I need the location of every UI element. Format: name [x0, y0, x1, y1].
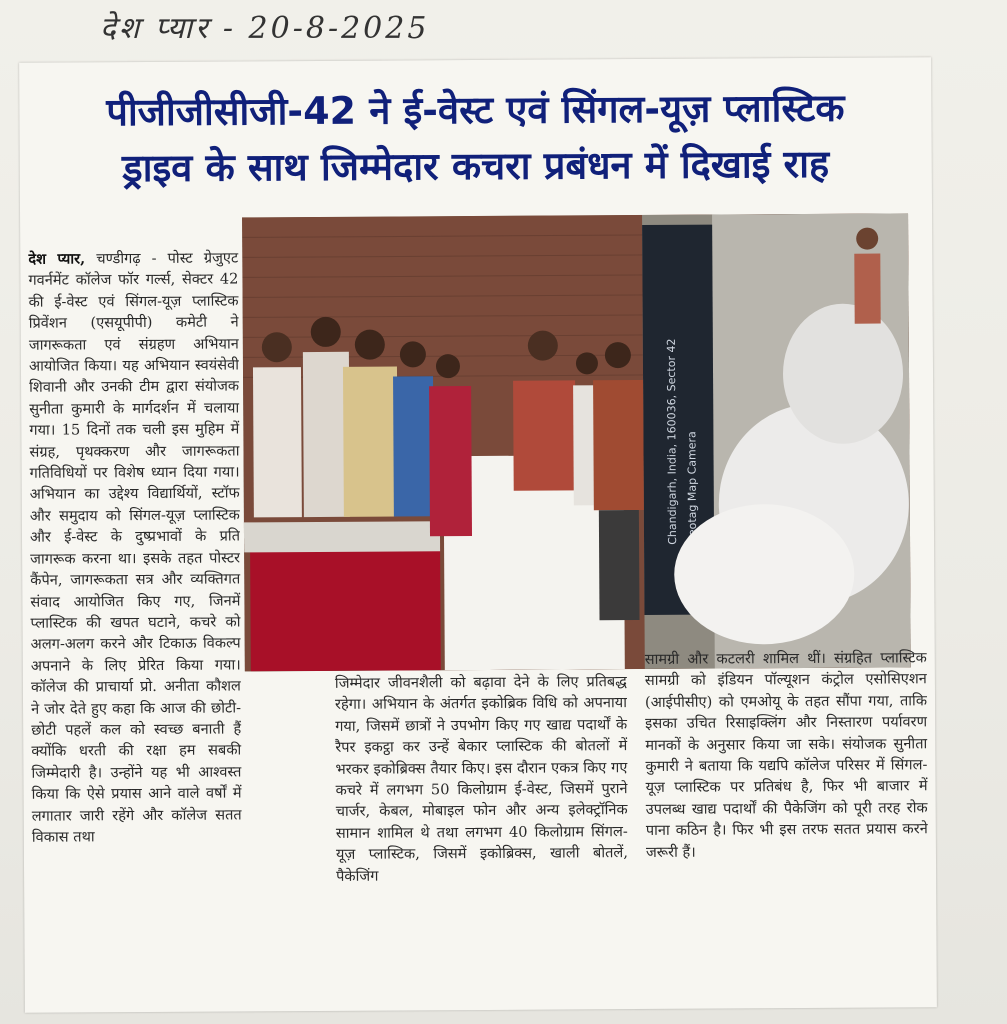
article-column-1-text: चण्डीगढ़ - पोस्ट ग्रेजुएट गवर्नमेंट कॉलेज फॉर गर्ल्स, सेक्टर 42 की ई-वेस्ट एवं सिंगल-यूज़ प्लास्टिक प्रिवेंशन (एसयूपीपी) कमेटी ने जागरूकता एवं संग्रहण अभियान आयोजित किया। यह अभियान स्वयंसेवी शिवानी और उनकी टीम द्वारा संयोजक सुनीता कुमारी के मार्गदर्शन में चलाया गया। 15 दिनों तक चली इस मुहिम में संग्रह, पृथक्करण और जागरूकता गतिविधियों पर विशेष ध्यान दिया गया। अभियान का उद्देश्य विद्यार्थियों, स्टॉफ और समुदाय को सिंगल-यूज़ प्लास्टिक और ई-वेस्ट के दुष्प्रभावों के प्रति जागरूक करना था। इसके तहत पोस्टर कैंपेन, जागरूकता सत्र और व्यक्तिगत संवाद आयोजित किए गए, जिनमें प्लास्टिक की खपत घटाने, कचरे को अलग-अलग करने और टिकाऊ विकल्प अपनाने के लिए प्रेरित किया गया। कॉलेज की प्राचार्या प्रो. अनीता कौशल ने जोर देते हुए कहा कि आज की छोटी-छोटी पहलें कल को स्वच्छ बनाती हैं क्योंकि धरती की रक्षा हम सबकी जिम्मेदारी है। उन्होंने यह भी आश्वस्त किया कि ऐसे प्रयास आने वाले वर्षों में लगातार जारी रहेंगे और कॉलेज सतत विकास तथा — [28, 249, 242, 846]
article-column-2 — [335, 671, 629, 1008]
article-column-3 — [645, 647, 929, 989]
article-column-2-text: जिम्मेदार जीवनशैली को बढ़ावा देने के लिए प्रतिबद्ध रहेगा। अभियान के अंतर्गत इकोब्रिक विधि को अपनाया गया, जिसमें छात्रों ने उपभोग किए गए खाद्य पदार्थों के रैपर इकट्ठा कर उन्हें बेकार प्लास्टिक की बोतलों में भरकर इकोब्रिक्स तैयार किए। इस दौरान एकत्र किए गए कचरे में लगभग 50 किलोग्राम ई-वेस्ट, जिसमें पुराने चार्जर, केबल, मोबाइल फोन और अन्य इलेक्ट्रॉनिक सामान शामिल थे तथा लगभग 40 किलोग्राम सिंगल-यूज़ प्लास्टिक, जिसमें इकोब्रिक्स, खाली बोतलें, पैकेजिंग — [334, 673, 628, 885]
photo-sign-address: Chandigarh, India, 160036, Sector 42 — [664, 338, 680, 545]
photo-sign-geotag: Geotag Map Camera — [685, 431, 700, 545]
news-photo — [242, 213, 911, 671]
handwritten-date-note: देश प्यार - 20-8-2025 — [100, 11, 430, 46]
photo-illustration — [242, 213, 911, 671]
article-column-3-text: सामग्री और कटलरी शामिल थीं। संग्रहित प्लास्टिक सामग्री को इंडियन पॉल्यूशन कंट्रोल एसोसिएशन (आईपीसीए) को एमओयू के तहत सौंपा गया, ताकि इसका उचित रिसाइक्लिंग और निस्तारण पर्यावरण मानकों के अनुसार किया जा सके। संयोजक सुनीता कुमारी ने बताया कि यद्यपि कॉलेज परिसर में सिंगल-यूज़ प्लास्टिक पर प्रतिबंध है, फिर भी बाजार में उपलब्ध खाद्य पदार्थों की पैकेजिंग को पूरी तरह रोक पाना कठिन है। फिर भी इस तरफ सतत प्रयास करने जरूरी हैं। — [644, 649, 928, 861]
newspaper-clipping — [19, 57, 937, 1013]
article-column-1 — [28, 247, 243, 1008]
headline-line-1: पीजीजीसीजी-42 ने ई-वेस्ट एवं सिंगल-यूज़ प्लास्टिक — [106, 85, 845, 135]
headline-line-2: ड्राइव के साथ जिम्मेदार कचरा प्रबंधन में दिखाई राह — [122, 141, 830, 191]
headline — [29, 79, 922, 196]
dateline: देश प्यार, — [28, 250, 86, 268]
